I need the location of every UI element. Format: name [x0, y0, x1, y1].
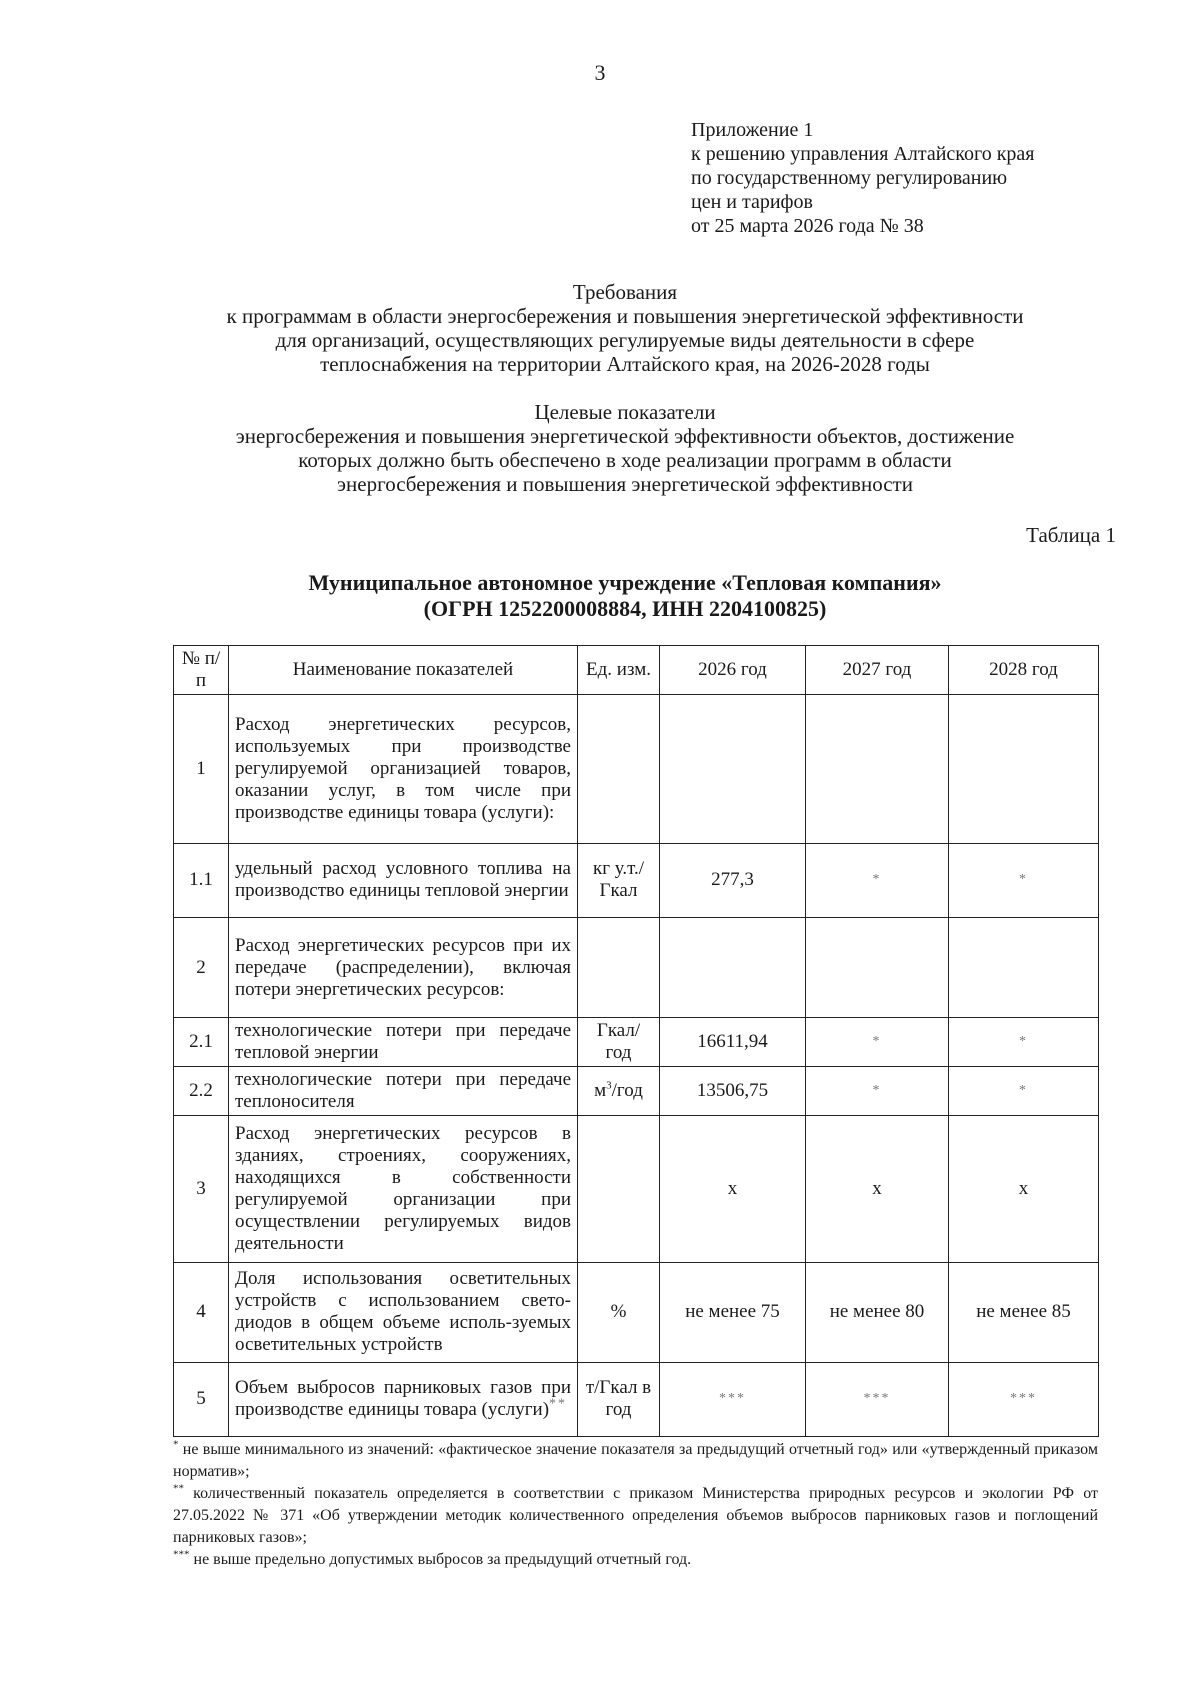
row-num: 5	[174, 1362, 229, 1436]
row-unit: т/Гкал в год	[578, 1362, 660, 1436]
header-unit: Ед. изм.	[578, 646, 660, 695]
row-name: технологические потери при передаче тепловой энергии	[229, 1018, 578, 1067]
row-unit	[578, 917, 660, 1017]
row-name: Расход энергетических ресурсов при их передаче (распределении), включая потери энергетических ресурсов:	[229, 917, 578, 1017]
row-unit: %	[578, 1262, 660, 1362]
row-num: 2	[174, 917, 229, 1017]
footnote-text: не выше минимального из значений: «фактическое значение показателя за предыдущий отчетный год» или «утвержденный приказом норматив»;	[173, 1441, 1098, 1480]
row-num: 2.2	[174, 1066, 229, 1115]
unit-rest: /год	[611, 1079, 643, 1101]
indicators-table	[173, 645, 1099, 1437]
row-value-2026: 277,3	[660, 844, 806, 918]
row-unit	[578, 1115, 660, 1262]
row-value-2026	[660, 917, 806, 1017]
row-value-2028: х	[949, 1115, 1099, 1262]
footnote-ref: **	[549, 1397, 568, 1413]
row-value-2026	[660, 695, 806, 844]
appendix-block	[691, 118, 1035, 238]
header-num: № п/п	[174, 646, 229, 695]
footnotes	[173, 1439, 1098, 1571]
footnote-mark: **	[173, 1482, 184, 1495]
row-value-2028: *	[949, 844, 1099, 918]
header-2027: 2027 год	[806, 646, 949, 695]
row-name	[229, 1362, 578, 1436]
organization-ids: (ОГРН 1252200008884, ИНН 2204100825)	[423, 596, 827, 621]
row-unit	[578, 695, 660, 844]
organization-heading	[150, 570, 1100, 622]
requirements-line: к программам в области энергосбережения и повышения энергетической эффективности	[226, 304, 1024, 328]
table-row	[174, 1262, 1099, 1362]
appendix-line: цен и тарифов	[691, 191, 813, 213]
row-value-2026: 16611,94	[660, 1018, 806, 1067]
row-value-2027: *	[806, 1066, 949, 1115]
appendix-line: к решению управления Алтайского края	[691, 143, 1035, 165]
table-row	[174, 695, 1099, 844]
row-value-2028	[949, 917, 1099, 1017]
header-2026: 2026 год	[660, 646, 806, 695]
table-row	[174, 844, 1099, 918]
table-label: Таблица 1	[1026, 523, 1116, 547]
footnote-text: количественный показатель определяется в соответствии с приказом Министерства природных ресурсов и экологии РФ от 27.05.2022 № 371 «Об утверждении методик количественного определения объемов выбросов парниковых газов и поглощений парниковых газов»;	[173, 1485, 1098, 1546]
row-name: Доля использования осветительных устройств с использованием свето-диодов в общем объеме исполь-зуемых осветительных устройств	[229, 1262, 578, 1362]
table-row	[174, 1362, 1099, 1436]
row-value-2028: ***	[949, 1362, 1099, 1436]
row-name-text: Объем выбросов парниковых газов при производстве единицы товара (услуги)	[235, 1377, 571, 1421]
row-num: 4	[174, 1262, 229, 1362]
row-name: удельный расход условного топлива на производство единицы тепловой энергии	[229, 844, 578, 918]
table-row	[174, 1018, 1099, 1067]
unit-superscript: 3	[606, 1079, 612, 1092]
row-value-2027: не менее 80	[806, 1262, 949, 1362]
requirements-line: теплоснабжения на территории Алтайского края, на 2026-2028 годы	[320, 352, 930, 376]
targets-line: которых должно быть обеспечено в ходе реализации программ в области	[298, 448, 952, 472]
footnote-text: не выше предельно допустимых выбросов за предыдущий отчетный год.	[189, 1551, 692, 1568]
row-value-2027: *	[806, 1018, 949, 1067]
footnote-mark: ***	[173, 1548, 190, 1561]
targets-line: энергосбережения и повышения энергетической эффективности	[337, 472, 913, 496]
targets-line: энергосбережения и повышения энергетической эффективности объектов, достижение	[235, 424, 1015, 448]
row-unit: Гкал/ год	[578, 1018, 660, 1067]
footnote	[173, 1549, 1098, 1571]
targets-heading	[150, 400, 1100, 496]
row-value-2028: не менее 85	[949, 1262, 1099, 1362]
row-unit	[578, 1066, 660, 1115]
row-value-2027: ***	[806, 1362, 949, 1436]
table-header-row	[174, 646, 1099, 695]
row-num: 1.1	[174, 844, 229, 918]
requirements-title: Требования	[572, 280, 678, 304]
header-name: Наименование показателей	[229, 646, 578, 695]
row-value-2027: *	[806, 844, 949, 918]
row-value-2026: х	[660, 1115, 806, 1262]
footnote-mark: *	[173, 1438, 179, 1451]
row-value-2027: х	[806, 1115, 949, 1262]
table-row	[174, 1115, 1099, 1262]
targets-title: Целевые показатели	[534, 400, 716, 424]
row-value-2027	[806, 695, 949, 844]
row-value-2026: ***	[660, 1362, 806, 1436]
row-value-2027	[806, 917, 949, 1017]
unit-base: м	[594, 1079, 607, 1101]
row-unit: кг у.т./ Гкал	[578, 844, 660, 918]
row-value-2026: не менее 75	[660, 1262, 806, 1362]
requirements-heading	[150, 280, 1100, 376]
row-value-2028: *	[949, 1018, 1099, 1067]
row-num: 2.1	[174, 1018, 229, 1067]
table-row	[174, 1066, 1099, 1115]
footnote	[173, 1483, 1098, 1549]
row-value-2028	[949, 695, 1099, 844]
row-num: 3	[174, 1115, 229, 1262]
organization-name: Муниципальное автономное учреждение «Тепловая компания»	[308, 570, 942, 595]
row-num: 1	[174, 695, 229, 844]
appendix-line: по государственному регулированию	[691, 167, 1008, 189]
row-name: Расход энергетических ресурсов, используемых при производстве регулируемой организацией товаров, оказании услуг, в том числе при производстве единицы товара (услуги):	[229, 695, 578, 844]
row-value-2026: 13506,75	[660, 1066, 806, 1115]
row-name: технологические потери при передаче теплоносителя	[229, 1066, 578, 1115]
row-value-2028: *	[949, 1066, 1099, 1115]
row-name: Расход энергетических ресурсов в зданиях, строениях, сооружениях, находящихся в собственности регулируемой организации при осуществлении регулируемых видов деятельности	[229, 1115, 578, 1262]
header-2028: 2028 год	[949, 646, 1099, 695]
requirements-line: для организаций, осуществляющих регулируемые виды деятельности в сфере	[275, 328, 975, 352]
page-number: 3	[594, 60, 606, 85]
appendix-line: от 25 марта 2026 года № 38	[691, 215, 924, 237]
appendix-line: Приложение 1	[691, 119, 814, 141]
footnote	[173, 1439, 1098, 1483]
table-row	[174, 917, 1099, 1017]
